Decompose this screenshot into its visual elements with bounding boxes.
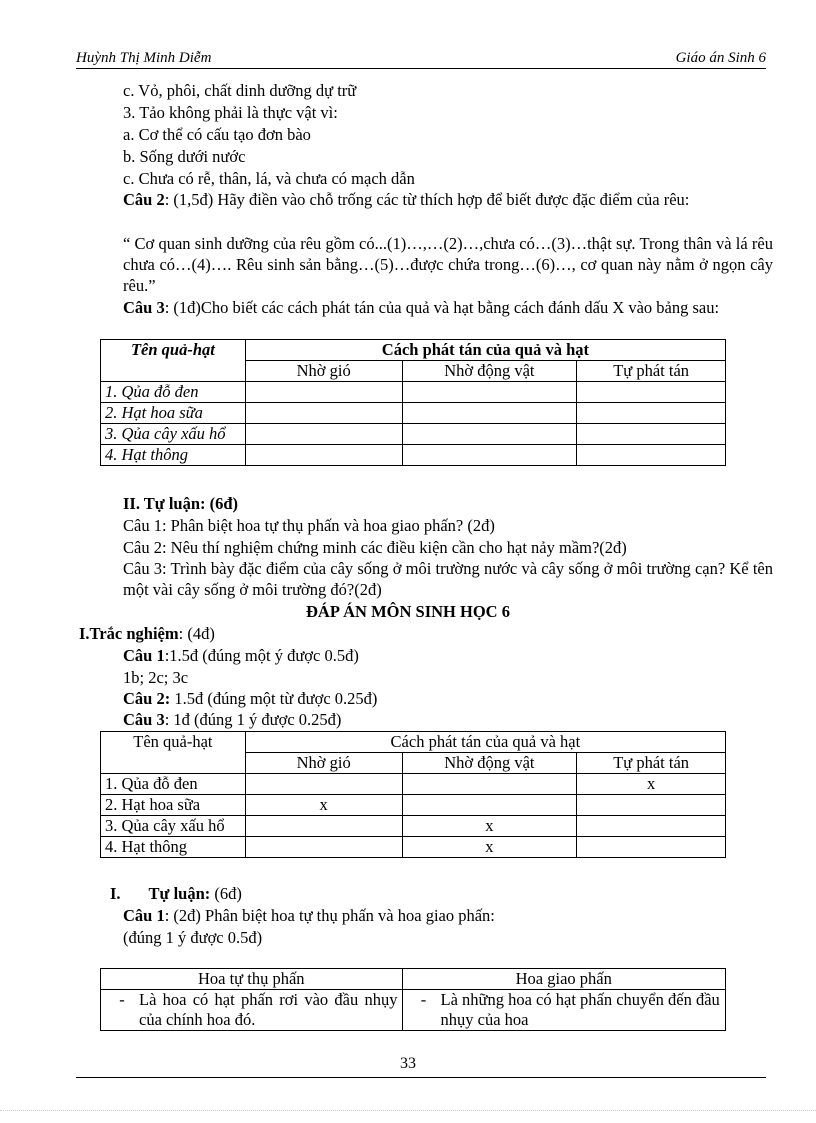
table-row: 1. Qủa đỗ đen: [101, 382, 726, 403]
answer-c3: Câu 3: 1đ (đúng 1 ý được 0.25đ): [123, 710, 342, 729]
table-row: 2. Hạt hoa sữa x: [101, 795, 726, 816]
table3-col-self: Hoa tự thụ phấn: [101, 969, 403, 990]
answer-c1-values: 1b; 2c; 3c: [123, 668, 189, 687]
pollination-table: [100, 968, 726, 1031]
answer-tn-heading: I.Trắc nghiệm: (4đ): [79, 624, 215, 643]
answer-title: ĐÁP ÁN MÔN SINH HỌC 6: [306, 602, 510, 621]
part2-heading: II. Tự luận: (6đ): [123, 494, 239, 513]
essay-c1-note: (đúng 1 ý được 0.5đ): [123, 928, 263, 947]
option-b: b. Sống dưới nước: [123, 147, 246, 166]
table2-head-group: Cách phát tán của quả và hạt: [245, 732, 725, 753]
table-row: 3. Qủa cây xấu hổ x: [101, 816, 726, 837]
option-a: a. Cơ thể có cấu tạo đơn bào: [123, 125, 311, 144]
question-3: Câu 3: (1đ)Cho biết các cách phát tán của quả và hạt bằng cách đánh dấu X vào bảng sau:: [123, 298, 720, 317]
part2-question-3: Câu 3: Trình bày đặc điểm của cây sống ở môi trường nước và cây sống ở môi trường cạn? Kể tên một vài cây sống ở môi trường đó?(2đ): [123, 559, 773, 599]
question-2: Câu 2: (1,5đ) Hãy điền vào chỗ trống các từ thích hợp để biết được đặc điểm của rêu:: [123, 190, 690, 209]
header-rule: [76, 68, 766, 69]
part2-question-1: Câu 1: Phân biệt hoa tự thụ phấn và hoa giao phấn? (2đ): [123, 516, 495, 535]
table2-col-wind: Nhờ gió: [245, 753, 402, 774]
table1-head-name: Tên quả-hạt: [101, 340, 246, 382]
table1-col-animal: Nhờ động vật: [402, 361, 577, 382]
table-row: - Là hoa có hạt phấn rơi vào đầu nhụy của chính hoa đó. - Là những hoa có hạt phấn chuyển đến đầu nhụy của hoa: [101, 990, 726, 1031]
page-number: 33: [400, 1055, 416, 1072]
header-subject: Giáo án Sinh 6: [675, 50, 766, 66]
question-3-tao: 3. Tảo không phải là thực vật vì:: [123, 103, 338, 122]
header-author: Huỳnh Thị Minh Diễm: [76, 50, 212, 66]
dispersal-table-blank: [100, 339, 726, 466]
dispersal-table-answers: [100, 731, 726, 858]
essay-c1: Câu 1: (2đ) Phân biệt hoa tự thụ phấn và hoa giao phấn:: [123, 906, 495, 925]
table-row: 1. Qủa đỗ đen x: [101, 774, 726, 795]
table-row: 4. Hạt thông x: [101, 837, 726, 858]
table-row: 3. Qủa cây xấu hổ: [101, 424, 726, 445]
question-2-quote: “ Cơ quan sinh dưỡng của rêu gồm có...(1)…,…(2)…,chưa có…(3)…thật sự. Trong thân và lá rêu chưa có…(4)…. Rêu sinh sản bằng…(5)…được chứa trong…(6)…, cơ quan này nằm ở ngọn cây rêu.”: [123, 234, 773, 295]
table2-head-name: Tên quả-hạt: [101, 732, 246, 774]
answer-c1: Câu 1:1.5đ (đúng một ý được 0.5đ): [123, 646, 359, 665]
table-row: 4. Hạt thông: [101, 445, 726, 466]
table1-col-wind: Nhờ gió: [245, 361, 402, 382]
essay-heading: I. Tự luận: (6đ): [110, 884, 242, 903]
option-c-2: c. Chưa có rễ, thân, lá, và chưa có mạch dẫn: [123, 169, 415, 188]
table-row: 2. Hạt hoa sữa: [101, 403, 726, 424]
table1-col-self: Tự phát tán: [577, 361, 726, 382]
option-c: c. Vỏ, phôi, chất dinh dưỡng dự trữ: [123, 81, 357, 100]
table2-col-animal: Nhờ động vật: [402, 753, 577, 774]
table1-head-group: Cách phát tán của quả và hạt: [245, 340, 725, 361]
table3-col-cross: Hoa giao phấn: [402, 969, 726, 990]
footer-rule: [76, 1077, 766, 1078]
answer-c2: Câu 2: 1.5đ (đúng một từ được 0.25đ): [123, 689, 378, 708]
table2-col-self: Tự phát tán: [577, 753, 726, 774]
page-edge: [0, 1110, 816, 1111]
part2-question-2: Câu 2: Nêu thí nghiệm chứng minh các điều kiện cần cho hạt nảy mầm?(2đ): [123, 538, 627, 557]
